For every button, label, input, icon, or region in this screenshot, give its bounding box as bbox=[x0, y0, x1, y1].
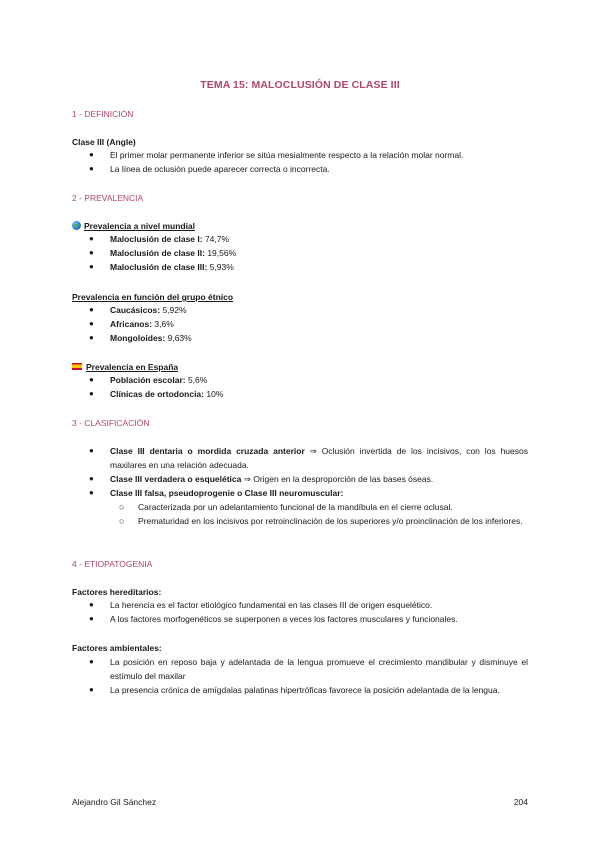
item-label: Maloclusión de clase II: bbox=[110, 248, 205, 258]
spain-flag-icon bbox=[72, 363, 82, 370]
list-item: La posición en reposo baja y adelantada de la lengua promueve el crecimiento mandibular y disminuye el estímulo del maxilar bbox=[110, 657, 528, 681]
item-value: 5,93% bbox=[207, 262, 234, 272]
list-item bbox=[110, 373, 528, 387]
item-value: 74,7% bbox=[202, 234, 230, 244]
list-item: El primer molar permanente inferior se sitúa mesialmente respecto a la relación molar normal. bbox=[110, 150, 464, 160]
document-page bbox=[72, 0, 528, 848]
list-item bbox=[110, 331, 528, 345]
hereditarios-heading: Factores hereditarios: bbox=[72, 587, 162, 597]
sub-list-item: Prematuridad en los incisivos por retroinclinación de los superiores y/o proinclinación de los inferiores. bbox=[138, 516, 523, 526]
list-item bbox=[110, 232, 528, 246]
item-label: Africanos: bbox=[110, 319, 153, 329]
list-item bbox=[110, 317, 528, 331]
bullet-icon: ● bbox=[89, 446, 94, 455]
item-label: Maloclusión de clase III: bbox=[110, 262, 208, 272]
list-item bbox=[110, 387, 528, 401]
section-heading-clasificacion: 3 - CLASIFICACIÓN bbox=[72, 418, 150, 428]
arrow-icon: ⇒ bbox=[241, 474, 254, 484]
item-value: 19,56% bbox=[204, 248, 237, 258]
list-item: La línea de oclusión puede aparecer correcta o incorrecta. bbox=[110, 164, 330, 174]
item-label: Mongoloides: bbox=[110, 333, 166, 343]
list-item bbox=[110, 246, 528, 260]
bullet-icon: ● bbox=[89, 248, 94, 257]
list-item bbox=[110, 486, 528, 500]
bullet-icon: ● bbox=[89, 614, 94, 623]
item-label: Clase III verdadera o esquelética bbox=[110, 474, 242, 484]
ambientales-heading: Factores ambientales: bbox=[72, 643, 162, 653]
item-value: 3,6% bbox=[152, 319, 174, 329]
bullet-icon: ● bbox=[89, 600, 94, 609]
item-label: Clase III dentaria o mordida cruzada anterior bbox=[110, 446, 305, 456]
list-item bbox=[110, 444, 528, 472]
sub-list-item: Caracterizada por un adelantamiento funcional de la mandíbula en el cierre oclusal. bbox=[138, 502, 453, 512]
section-heading-etiopatogenia: 4 - ETIOPATOGENIA bbox=[72, 559, 153, 569]
page-title: TEMA 15: MALOCLUSIÓN DE CLASE III bbox=[200, 79, 400, 91]
prevalencia-espana-label: Prevalencia en España bbox=[86, 362, 179, 372]
footer-author: Alejandro Gil Sánchez bbox=[72, 797, 157, 807]
item-text: Oclusión invertida de los incisivos, con los huesos maxilares en una relación adecuada. bbox=[110, 446, 528, 470]
list-item: La herencia es el factor etiológico fundamental en las clases III de origen esquelético. bbox=[110, 600, 433, 610]
prevalencia-mundial-heading bbox=[72, 221, 195, 231]
list-item: A los factores morfogenéticos se superponen a veces los factores musculares y funcionales. bbox=[110, 614, 458, 624]
bullet-icon: ● bbox=[89, 488, 94, 497]
definicion-heading: Clase III (Angle) bbox=[72, 137, 136, 147]
bullet-icon: ● bbox=[89, 319, 94, 328]
prevalencia-mundial-label: Prevalencia a nivel mundial bbox=[84, 221, 196, 231]
item-value: 9,63% bbox=[165, 333, 192, 343]
page-number: 204 bbox=[513, 797, 528, 807]
list-item bbox=[110, 303, 528, 317]
bullet-icon: ● bbox=[89, 375, 94, 384]
bullet-icon: ● bbox=[89, 474, 94, 483]
globe-icon bbox=[72, 221, 81, 230]
item-value: 10% bbox=[204, 389, 224, 399]
item-text: Origen en la desproporción de las bases óseas. bbox=[253, 474, 434, 484]
item-label: Clase III falsa, pseudoprogenie o Clase III neuromuscular: bbox=[110, 488, 344, 498]
bullet-icon: ● bbox=[89, 164, 94, 173]
bullet-icon: ● bbox=[89, 685, 94, 694]
list-item bbox=[110, 260, 528, 274]
bullet-icon: ● bbox=[89, 262, 94, 271]
section-heading-definicion: 1 - DEFINICIÓN bbox=[72, 109, 134, 119]
item-label: Población escolar: bbox=[110, 375, 186, 385]
prevalencia-espana-heading bbox=[72, 362, 178, 372]
bullet-icon: ● bbox=[89, 389, 94, 398]
bullet-icon: ● bbox=[89, 657, 94, 666]
item-value: 5,92% bbox=[160, 305, 187, 315]
item-label: Clínicas de ortodoncia: bbox=[110, 389, 204, 399]
list-item: La presencia crónica de amígdalas palatinas hipertróficas favorece la posición adelantada de la lengua. bbox=[110, 685, 500, 695]
prevalencia-etnico-heading: Prevalencia en función del grupo étnico bbox=[72, 292, 234, 302]
item-label: Maloclusión de clase I: bbox=[110, 234, 203, 244]
bullet-icon: ● bbox=[89, 234, 94, 243]
item-value: 5,6% bbox=[185, 375, 208, 385]
item-label: Caucásicos: bbox=[110, 305, 161, 315]
list-item bbox=[110, 472, 528, 486]
bullet-icon: ● bbox=[89, 150, 94, 159]
circle-bullet-icon: ○ bbox=[119, 502, 125, 512]
bullet-icon: ● bbox=[89, 305, 94, 314]
arrow-icon: ⇒ bbox=[304, 446, 322, 456]
circle-bullet-icon: ○ bbox=[119, 516, 125, 526]
bullet-icon: ● bbox=[89, 333, 94, 342]
section-heading-prevalencia: 2 - PREVALENCIA bbox=[72, 193, 144, 203]
